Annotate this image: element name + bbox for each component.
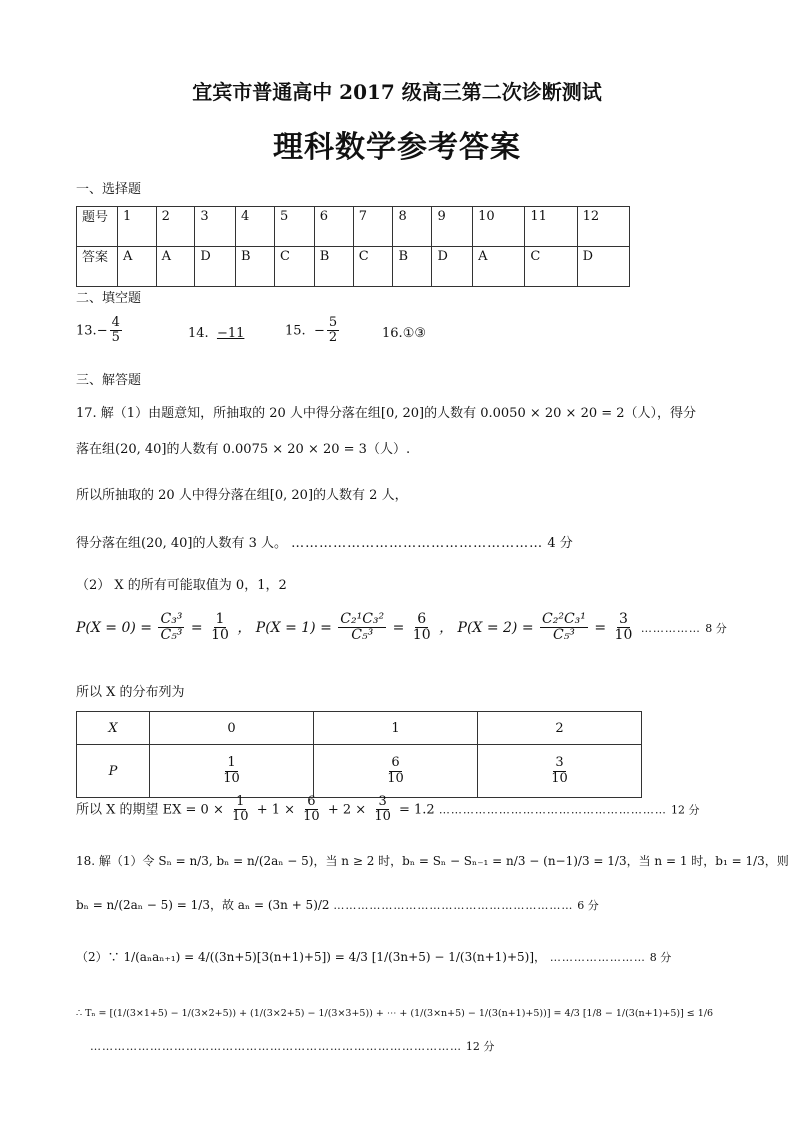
p18-line-1 (76, 852, 789, 869)
q16-answer: ①③ (402, 326, 426, 341)
p0-comb-num: C₃³ (160, 611, 183, 627)
p18-l2-dots: …………………………………………………… (333, 899, 574, 912)
p17-line-4-dots: ……………………………………………… (291, 536, 544, 551)
dist-p-num: 6 (391, 755, 400, 771)
answer-header-cell: 答案 (77, 247, 118, 287)
p1-comb-den: C₅³ (351, 627, 374, 644)
answer-cell: B (393, 247, 432, 287)
question-number: 10 (473, 207, 525, 247)
p0-value-num: 1 (215, 611, 225, 627)
q14-answer: −11 (216, 326, 245, 341)
q15-label: 15. (285, 323, 306, 339)
q13-sign: − (96, 323, 108, 339)
p2-comb-num: C₂²C₃¹ (542, 611, 586, 627)
p18-line-3 (76, 948, 671, 965)
p2-value-den: 10 (614, 627, 633, 644)
question-number: 9 (432, 207, 473, 247)
dist-p-fraction (385, 756, 406, 786)
p18-line-5 (90, 1038, 494, 1054)
question-number: 12 (577, 207, 629, 247)
answer-cell: B (236, 247, 275, 287)
question-number: 6 (314, 207, 353, 247)
p0-value (209, 612, 231, 644)
p18-l3-text: （2）∵ 1/(aₙaₙ₊₁) = 4/((3n+5)[3(n+1)+5]) = 4/3 [1/(3n+5) − 1/(3(n+1)+5)]， (76, 950, 547, 964)
question-number: 8 (393, 207, 432, 247)
p17-line-2: 落在组(20, 40]的人数有 0.0075 × 20 × 20 = 3（人）. (76, 442, 411, 457)
p2-equals: = (594, 619, 607, 636)
ex-fraction-1 (230, 795, 251, 825)
p1-combination (338, 612, 386, 644)
fill-answer-15 (285, 316, 341, 346)
p17-prob-score: 8 分 (705, 621, 727, 635)
p2-combination (540, 612, 588, 644)
p1-value-den: 10 (412, 627, 431, 644)
p2-value (613, 612, 635, 644)
answer-cell: C (525, 247, 577, 287)
section-fill-title: 二、填空题 (76, 291, 142, 306)
dist-p-num: 3 (555, 755, 564, 771)
dist-x-value: 0 (150, 712, 314, 745)
answer-cell: A (473, 247, 525, 287)
p18-l3-dots: …………………… (549, 951, 646, 964)
ex-f1-den: 10 (232, 809, 249, 825)
dist-p-cell (150, 745, 314, 798)
p1-comb-num: C₂¹C₃² (340, 611, 385, 627)
p17-line-5: （2） X 的所有可能取值为 0，1，2 (76, 578, 287, 593)
p18-l2-text: bₙ = n/(2aₙ − 5) = 1/3，故 aₙ = (3n + 5)/2 (76, 898, 330, 912)
p0-equals: = (190, 619, 203, 636)
p0-comb-den: C₅³ (160, 627, 183, 644)
p17-line-4 (76, 532, 573, 551)
p0-value-den: 10 (211, 627, 229, 644)
ex-prefix: 所以 X 的期望 EX = 0 × (76, 802, 224, 818)
question-number: 11 (525, 207, 577, 247)
ex-score: 12 分 (670, 803, 700, 817)
dist-p-den: 10 (223, 770, 240, 786)
fill-answer-14 (188, 326, 244, 341)
dist-intro: 所以 X 的分布列为 (76, 685, 185, 700)
p1-equals: = (392, 619, 405, 636)
answer-cell: D (577, 247, 629, 287)
p0-combination (158, 612, 184, 644)
ex-result: = 1.2 (399, 802, 435, 818)
p2-value-num: 3 (618, 611, 628, 627)
dist-p-cell (314, 745, 478, 798)
question-number: 3 (195, 207, 236, 247)
ex-fraction-2 (301, 795, 322, 825)
dist-p-fraction (549, 756, 570, 786)
answer-cell: B (314, 247, 353, 287)
dist-p-cell (477, 745, 641, 798)
p18-line-4: ∴ Tₙ = [(1/(3×1+5) − 1/(3×2+5)) + (1/(3×2+5) − 1/(3×3+5)) + ⋯ + (1/(3×n+5) − 1/(3(n+1)+5))] = 4/3 [1/8 − 1/(3(n+1)+5)] ≤ 1/6 (76, 1008, 714, 1019)
p1-left: ， P(X = 1) = (237, 619, 332, 636)
p18-l5-score: 12 分 (465, 1040, 495, 1053)
dist-x-value: 1 (314, 712, 478, 745)
ex-f3-num: 3 (378, 794, 387, 809)
p17-prob-dots: …………… (640, 621, 701, 635)
p18-l5-dots: ………………………………………………………………………………… (90, 1040, 462, 1053)
dist-x-value: 2 (477, 712, 641, 745)
q13-numerator: 4 (111, 315, 120, 330)
ex-f2-den: 10 (303, 809, 320, 825)
p18-l2-score: 6 分 (577, 899, 599, 912)
answer-cell: D (195, 247, 236, 287)
p1-value (411, 612, 433, 644)
distribution-table (76, 711, 642, 798)
p17-line-1: 17. 解（1）由题意知，所抽取的 20 人中得分落在组[0, 20]的人数有 0.0050 × 20 × 20 = 2（人），得分 (76, 406, 697, 421)
question-number: 7 (353, 207, 393, 247)
p17-line-3: 所以所抽取的 20 人中得分落在组[0, 20]的人数有 2 人， (76, 488, 408, 503)
p18-l3-score: 8 分 (649, 951, 672, 964)
p17-probabilities (76, 612, 727, 644)
fill-answer-13 (76, 316, 124, 346)
fill-answer-16 (382, 326, 426, 341)
dist-x-row (77, 712, 642, 745)
question-number: 2 (156, 207, 195, 247)
q14-label: 14. (188, 326, 209, 341)
answer-cell: A (118, 247, 157, 287)
answer-cell: A (156, 247, 195, 287)
question-number: 5 (275, 207, 315, 247)
ex-mid-2: + 2 × (327, 802, 367, 818)
p18-l1-prefix: 18. 解（1）令 S (76, 854, 167, 868)
p17-line-4-text: 得分落在组(20, 40]的人数有 3 人。 (76, 536, 288, 551)
p1-value-num: 6 (417, 611, 427, 627)
dist-x-label: X (77, 712, 150, 745)
p17-line-4-score: 4 分 (547, 536, 573, 551)
q15-sign: − (313, 323, 325, 339)
q16-label: 16. (382, 326, 403, 341)
q15-numerator: 5 (328, 315, 338, 330)
ex-fraction-3 (372, 795, 393, 825)
question-number: 4 (236, 207, 275, 247)
question-number-row (77, 207, 630, 247)
answer-cell: D (432, 247, 473, 287)
dist-p-label: P (77, 745, 150, 798)
question-header-cell: 题号 (77, 207, 118, 247)
ex-f2-num: 6 (307, 794, 316, 809)
ex-f1-num: 1 (236, 794, 245, 809)
dist-p-den: 10 (387, 770, 404, 786)
exam-title: 宜宾市普通高中 2017 级高三第二次诊断测试 (192, 80, 602, 104)
choice-answer-table (76, 206, 630, 287)
ex-mid-1: + 1 × (256, 802, 296, 818)
q13-denominator: 5 (111, 330, 120, 346)
p18-l1-text: ₙ = n/3, bₙ = n/(2aₙ − 5)，当 n ≥ 2 时，bₙ = Sₙ − Sₙ₋₁ = n/3 − (n−1)/3 = 1/3，当 n = 1 时，b₁ = 1/3，则 (166, 854, 789, 868)
answer-cell: C (275, 247, 315, 287)
section-solution-title: 三、解答题 (76, 373, 142, 388)
answer-cell: C (353, 247, 393, 287)
dist-p-fraction (221, 756, 242, 786)
p2-comb-den: C₅³ (552, 627, 575, 644)
ex-f3-den: 10 (374, 809, 391, 825)
question-number: 1 (118, 207, 157, 247)
q13-label: 13. (76, 323, 97, 339)
dist-p-row (77, 745, 642, 798)
expectation-line (76, 795, 699, 825)
p18-line-2 (76, 896, 599, 913)
p2-left: ， P(X = 2) = (439, 619, 534, 636)
answer-row (77, 247, 630, 287)
q13-fraction (110, 316, 122, 346)
section-choice-title: 一、选择题 (76, 182, 142, 197)
answer-key-title: 理科数学参考答案 (273, 130, 521, 165)
q15-fraction (327, 316, 339, 346)
ex-dots: ………………………………………………… (438, 803, 667, 817)
dist-p-num: 1 (227, 755, 236, 771)
dist-p-den: 10 (551, 770, 568, 786)
p0-left: P(X = 0) = (76, 619, 153, 636)
q15-denominator: 2 (328, 330, 338, 346)
